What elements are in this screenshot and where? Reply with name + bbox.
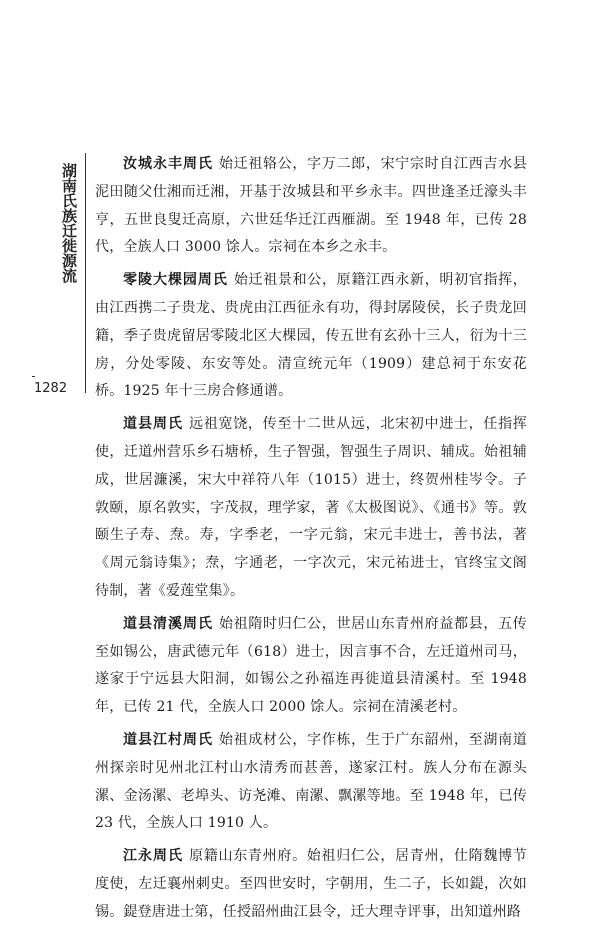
entry-heading: 道县周氏 bbox=[123, 416, 184, 433]
sidebar-divider bbox=[85, 153, 86, 393]
main-text bbox=[95, 151, 527, 932]
entry-paragraph bbox=[95, 611, 527, 722]
entry-heading: 道县清溪周氏 bbox=[123, 615, 213, 632]
entry-text: 始祖隋时归仁公，世居山东青州府益都县，五传至如锡公，唐武德元年（618）进士，因言事不合，左迁道州司马，遂家于宁远县大阳洞，如锡公之孙福连再徙道县清溪村。至 1948 年，已传 21 代，全族人口 2000 馀人。宗祠在清溪老村。 bbox=[95, 615, 527, 716]
entry-paragraph bbox=[95, 843, 527, 926]
entry-paragraph bbox=[95, 151, 527, 262]
entry-text: 始迁祖景和公，原籍江西永新，明初官指挥，由江西携二子贵龙、贵虎由江西征永有功，得封孱陵侯，长子贵龙回籍，季子贵虎留居零陵北区大棵园，传五世有玄孙十三人，衍为十三房，分处零陵、东安等处。清宣统元年（1909）建总祠于东安花桥。1925 年十三房合修通谱。 bbox=[95, 272, 528, 400]
entry-text: 远祖宽饶，传至十二世从远，北宋初中进士，任指挥使，迁道州营乐乡石塘桥，生子智强，智强生子周识、辅成。始祖辅成，世居濂溪，宋大中祥符八年（1015）进士，终贺州桂岑令。子敦颐，原名敦实，字茂叔，理学家，著《太极图说》、《通书》等。敦颐生子寿、焘。寿，字季老，一字元翁，宋元丰进士，善书法，著《周元翁诗集》；焘，字通老，一字次元，宋元祐进士，官终宝文阁待制，著《爱莲堂集》。 bbox=[95, 416, 527, 599]
entry-heading: 江永周氏 bbox=[123, 848, 184, 865]
entry-heading: 零陵大棵园周氏 bbox=[123, 272, 228, 289]
entry-text: 原籍山东青州府。始祖归仁公，居青州，仕隋魏博节度使，左迁襄州刺史。至四世安时，字朝用，生二子，长如鍉，次如锡。鍉登唐进士第，任授韶州曲江县令，迁大理寺评事，出知道州路 bbox=[95, 848, 527, 920]
page-number: 1282 bbox=[34, 381, 68, 396]
entry-text: 始祖成材公，字作栋，生于广东韶州，至湖南道州探亲时见州北江村山水清秀而甚善，遂家江村。族人分布在源头漯、金汤漯、老埠头、访尧滩、南漯、飘漯等地。至 1948 年，已传 23 代，全族人口 1910 人。 bbox=[95, 731, 527, 832]
entry-paragraph bbox=[95, 411, 527, 606]
book-title: 湖南氏族迁徙源流 bbox=[60, 163, 78, 283]
entry-heading: 道县江村周氏 bbox=[123, 731, 213, 748]
entry-paragraph bbox=[95, 267, 527, 406]
entry-text: 始迁祖辂公，字万二郎，宋宁宗时自江西吉水县泥田随父仕湘而迁湘，开基于汝城县和平乡永丰。四世逢圣迁濠头丰亨，五世良叟迁高原，六世廷华迁江西雁湖。至 1948 年，已传 28 代，全族人口 3000 馀人。宗祠在本乡之永丰。 bbox=[95, 156, 527, 256]
entry-heading: 汝城永丰周氏 bbox=[123, 156, 213, 172]
entry-paragraph bbox=[95, 727, 527, 838]
page-number-tick bbox=[32, 376, 35, 377]
